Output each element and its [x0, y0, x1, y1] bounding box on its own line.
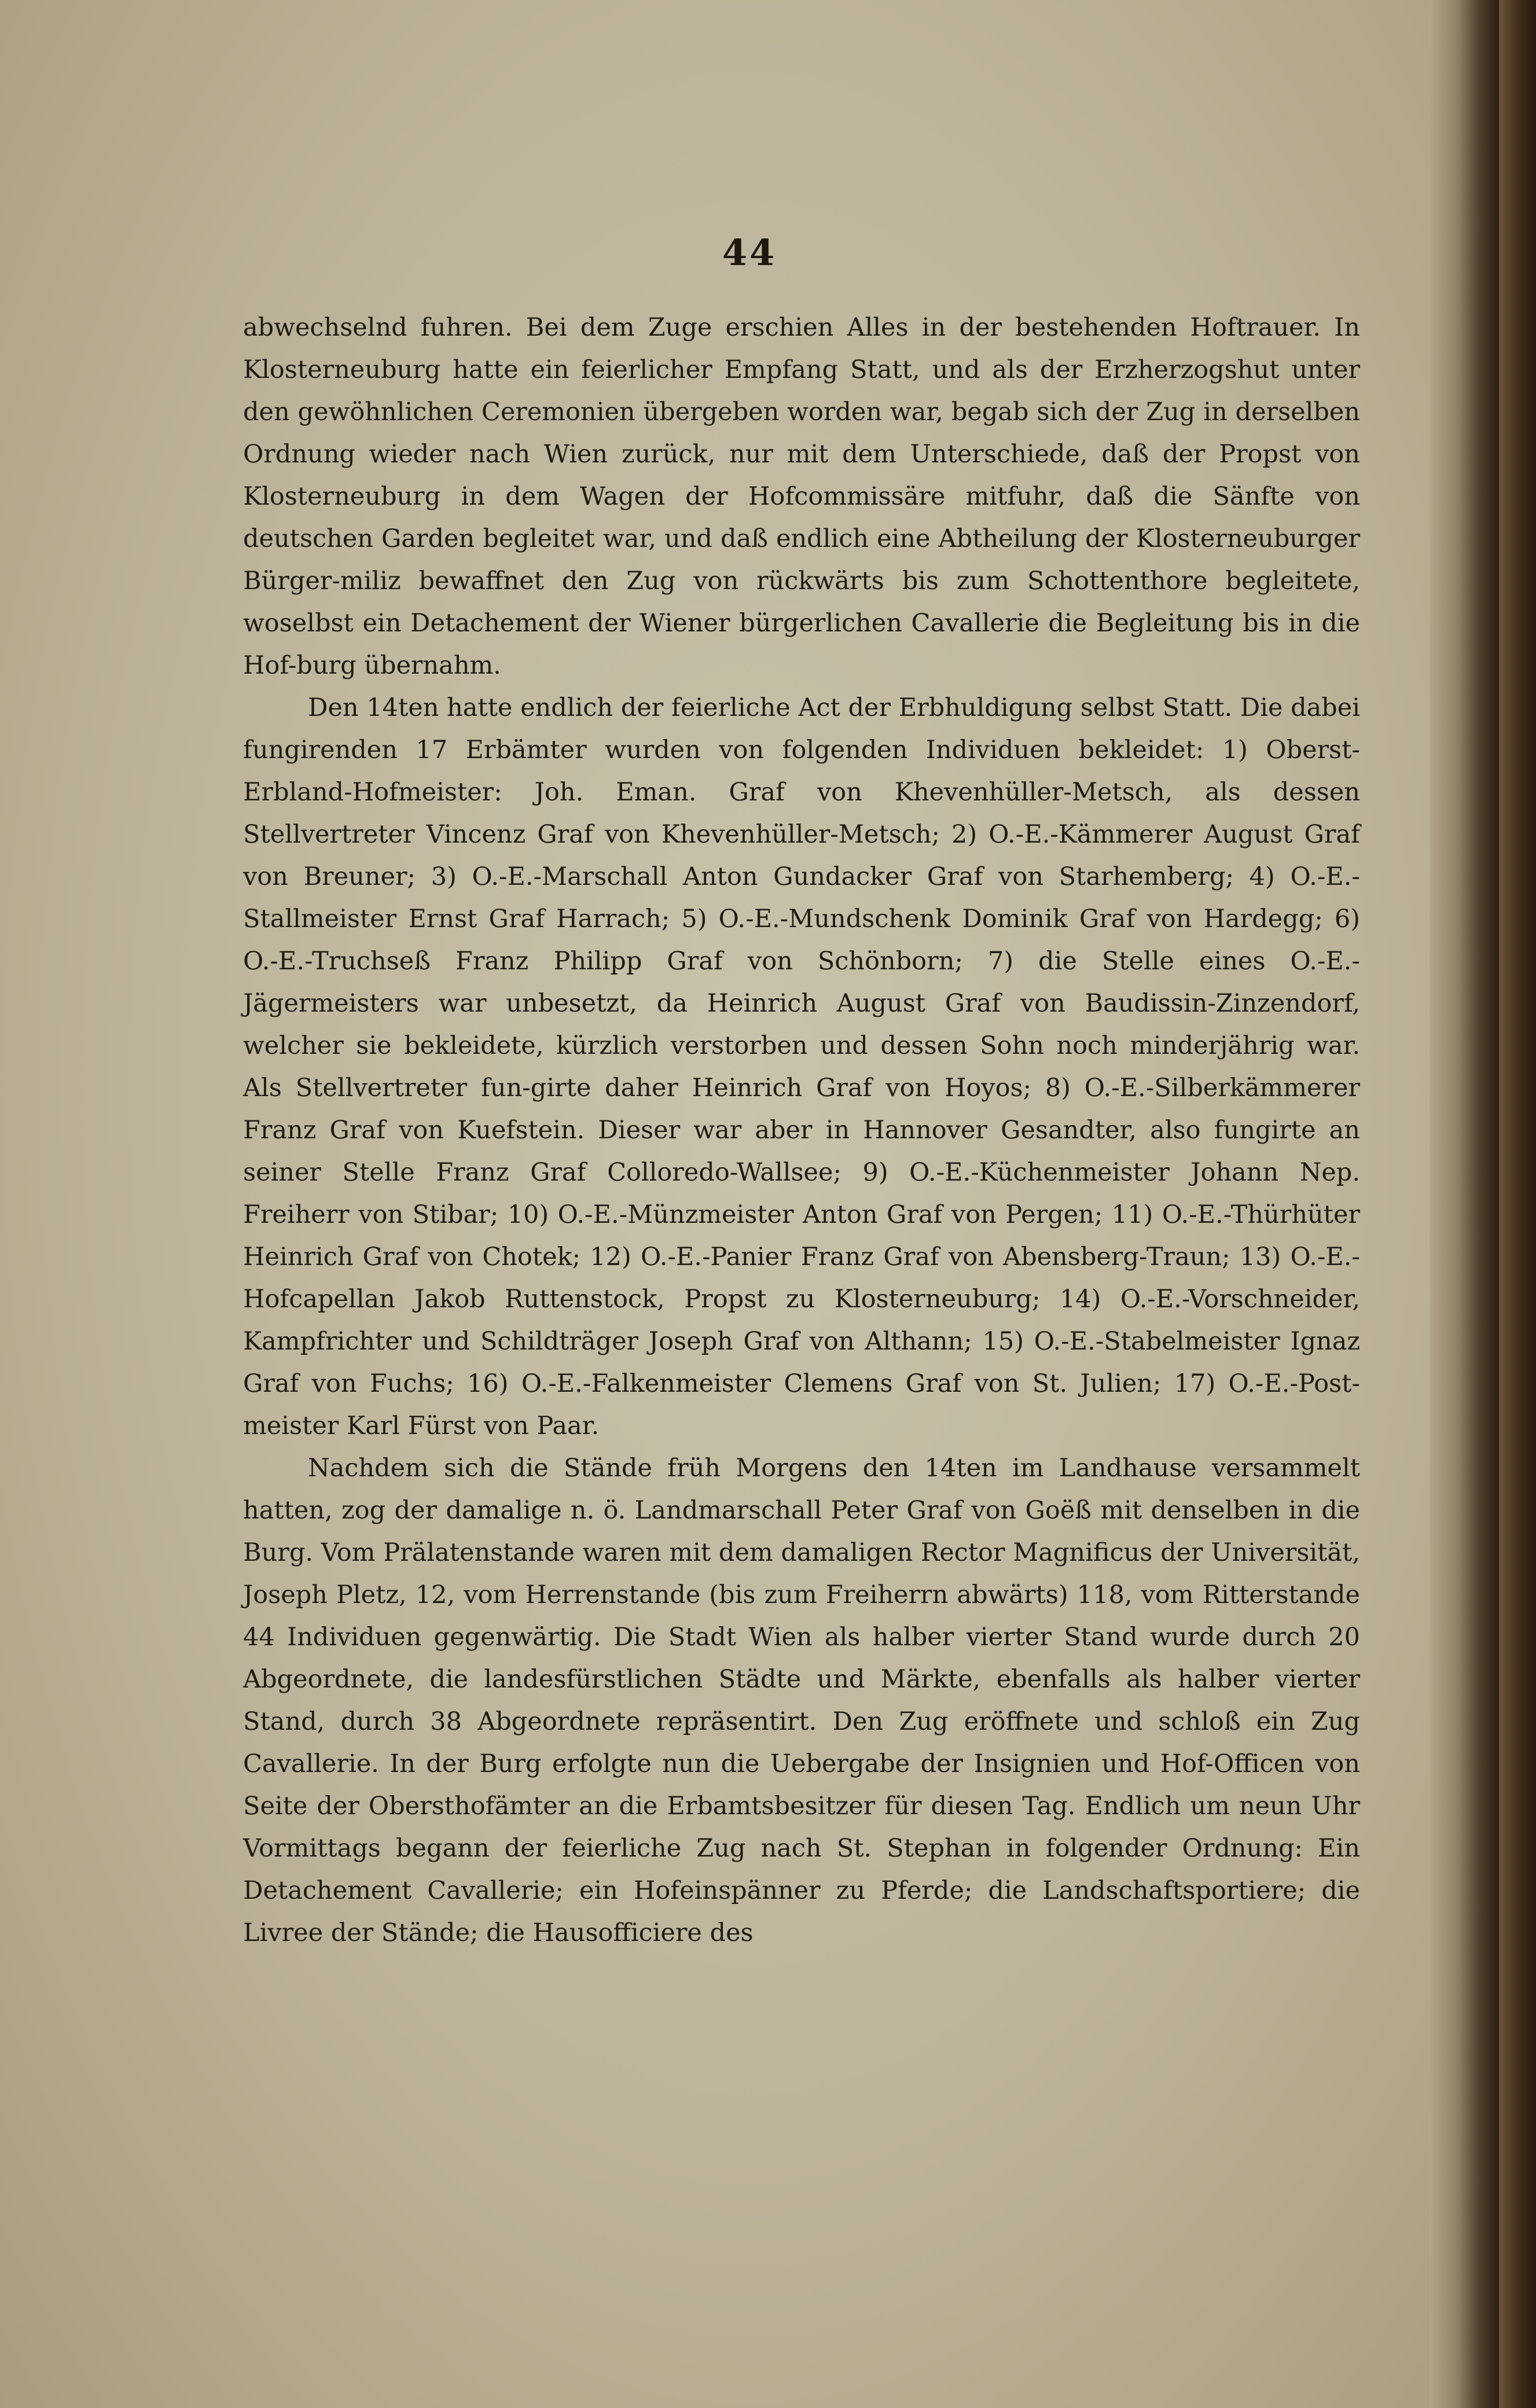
book-spine-edge: [1499, 0, 1536, 2408]
body-text: [243, 307, 1360, 1954]
paragraph-3: Nachdem sich die Stände früh Morgens den 14ten im Landhause versammelt hatten, zog der damalige n. ö. Landmarschall Peter Graf von Goëß mit denselben in die Burg. Vom Prälatenstande waren mit dem damaligen Rector Magnificus der Universität, Joseph Pletz, 12, vom Herrenstande (bis zum Freiherrn abwärts) 118, vom Ritterstande 44 Individuen gegenwärtig. Die Stadt Wien als halber vierter Stand wurde durch 20 Abgeordnete, die landesfürstlichen Städte und Märkte, ebenfalls als halber vierter Stand, durch 38 Abgeordnete repräsentirt. Den Zug eröffnete und schloß ein Zug Cavallerie. In der Burg erfolgte nun die Uebergabe der Insignien und Hof-Officen von Seite der Obersthofämter an die Erbamtsbesitzer für diesen Tag. Endlich um neun Uhr Vormittags begann der feierliche Zug nach St. Stephan in folgender Ordnung: Ein Detachement Cavallerie; ein Hofeinspänner zu Pferde; die Landschaftsportiere; die Livree der Stände; die Hausofficiere des: [243, 1454, 1360, 1947]
paragraph-2: Den 14ten hatte endlich der feierliche Act der Erbhuldigung selbst Statt. Die dabei fungirenden 17 Erbämter wurden von folgenden Individuen bekleidet: 1) Oberst-Erbland-Hofmeister: Joh. Eman. Graf von Khevenhüller-Metsch, als dessen Stellvertreter Vincenz Graf von Khevenhüller-Metsch; 2) O.-E.-Kämmerer August Graf von Breuner; 3) O.-E.-Marschall Anton Gundacker Graf von Starhemberg; 4) O.-E.-Stallmeister Ernst Graf Harrach; 5) O.-E.-Mundschenk Dominik Graf von Hardegg; 6) O.-E.-Truchseß Franz Philipp Graf von Schönborn; 7) die Stelle eines O.-E.-Jägermeisters war unbesetzt, da Heinrich August Graf von Baudissin-Zinzendorf, welcher sie bekleidete, kürzlich verstorben und dessen Sohn noch minderjährig war. Als Stellvertreter fun-girte daher Heinrich Graf von Hoyos; 8) O.-E.-Silberkämmerer Franz Graf von Kuefstein. Dieser war aber in Hannover Gesandter, also fungirte an seiner Stelle Franz Graf Colloredo-Wallsee; 9) O.-E.-Küchenmeister Johann Nep. Freiherr von Stibar; 10) O.-E.-Münzmeister Anton Graf von Pergen; 11) O.-E.-Thürhüter Heinrich Graf von Chotek; 12) O.-E.-Panier Franz Graf von Abensberg-Traun; 13) O.-E.-Hofcapellan Jakob Ruttenstock, Propst zu Klosterneuburg; 14) O.-E.-Vorschneider, Kampfrichter und Schildträger Joseph Graf von Althann; 15) O.-E.-Stabelmeister Ignaz Graf von Fuchs; 16) O.-E.-Falkenmeister Clemens Graf von St. Julien; 17) O.-E.-Post-meister Karl Fürst von Paar.: [243, 693, 1361, 1440]
page-binding-shadow: [1430, 0, 1499, 2408]
page-number: 44: [722, 231, 777, 274]
paragraph-1: abwechselnd fuhren. Bei dem Zuge erschien Alles in der bestehenden Hoftrauer. In Klosterneuburg hatte ein feierlicher Empfang Statt, und als der Erzherzogshut unter den gewöhnlichen Ceremonien übergeben worden war, begab sich der Zug in derselben Ordnung wieder nach Wien zurück, nur mit dem Unterschiede, daß der Propst von Klosterneuburg in dem Wagen der Hofcommissäre mitfuhr, daß die Sänfte von deutschen Garden begleitet war, und daß endlich eine Abtheilung der Klosterneuburger Bürger-miliz bewaffnet den Zug von rückwärts bis zum Schottenthore begleitete, woselbst ein Detachement der Wiener bürgerlichen Cavallerie die Begleitung bis in die Hof-burg übernahm.: [243, 313, 1360, 680]
